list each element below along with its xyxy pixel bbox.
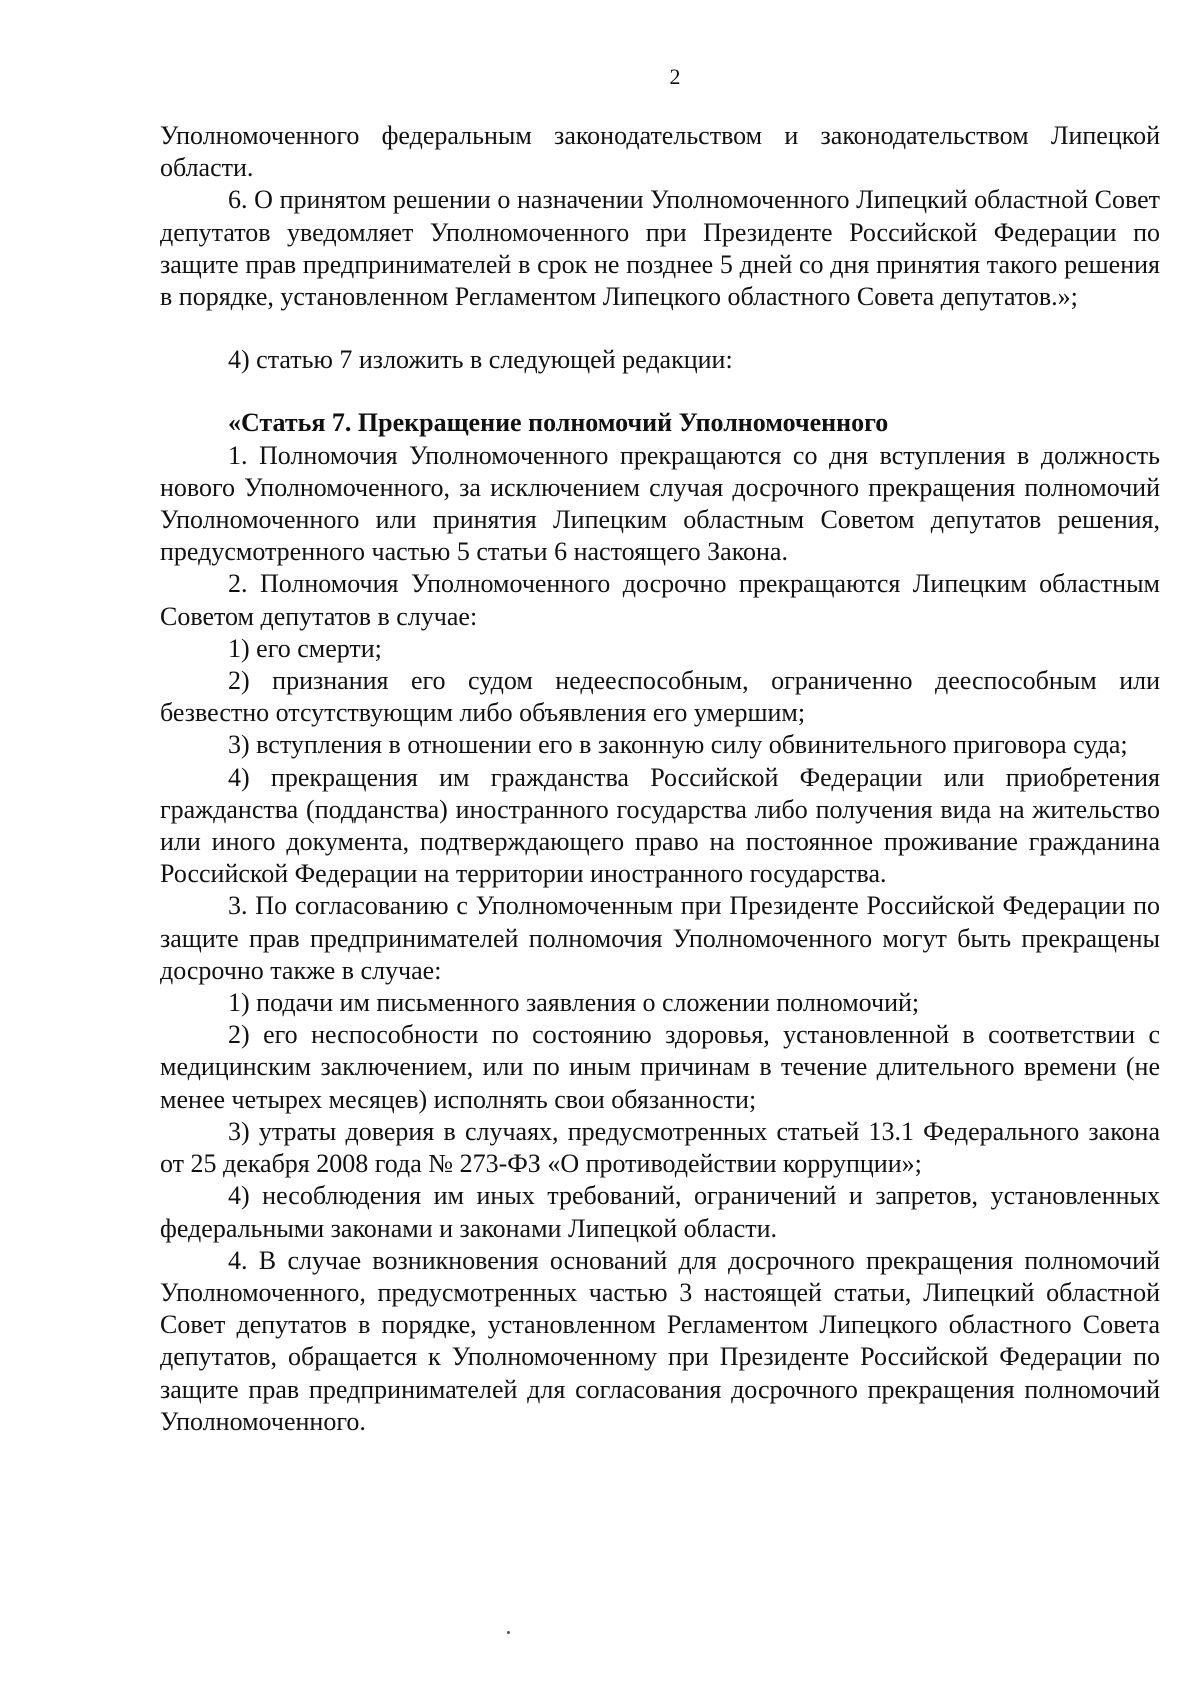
page-number: 2: [669, 64, 681, 89]
amendment-intro: 4) статью 7 изложить в следующей редакции:: [228, 345, 733, 375]
article-paragraph: 2) его неспособности по состоянию здоровья, установленной в соответствии с медицинским заключением, или по иным причинам в течение длительного времени (не менее четырех месяцев) исполнять свои обязанности;: [160, 1020, 1160, 1114]
article-heading: «Статья 7. Прекращение полномочий Уполномоченного: [228, 408, 889, 438]
article-paragraph: 2) признания его судом недееспособным, ограниченно дееспособным или безвестно отсутствующим либо объявления его умершим;: [160, 666, 1160, 728]
article-paragraph: 1) подачи им письменного заявления о сложении полномочий;: [228, 988, 920, 1018]
article-paragraph: 1) его смерти;: [228, 633, 382, 663]
paragraph-item-6: 6. О принятом решении о назначении Уполномоченного Липецкий областной Совет депутатов уведомляет Уполномоченного при Президенте Российской Федерации по защите прав предпринимателей в срок не позднее 5 дней со дня принятия такого решения в порядке, установленном Регламентом Липецкого областного Совета депутатов.»;: [160, 185, 1160, 312]
article-paragraph: 4) прекращения им гражданства Российской Федерации или приобретения гражданства (подданства) иностранного государства либо получения вида на жительство или иного документа, подтверждающего право на постоянное проживание гражданина Российской Федерации на территории иностранного государства.: [160, 762, 1160, 889]
article-paragraph: 4) несоблюдения им иных требований, ограничений и запретов, установленных федеральными законами и законами Липецкой области.: [160, 1181, 1160, 1243]
paragraph-continuation: Уполномоченного федеральным законодательством и законодательством Липецкой области.: [160, 121, 1160, 183]
article-paragraph: 3. По согласованию с Уполномоченным при Президенте Российской Федерации по защите прав предпринимателей полномочия Уполномоченного могут быть прекращены досрочно также в случае:: [160, 891, 1160, 985]
spacer: [160, 376, 1160, 407]
spacer: [160, 313, 1160, 344]
article-paragraph: 1. Полномочия Уполномоченного прекращаются со дня вступления в должность нового Уполномоченного, за исключением случая досрочного прекращения полномочий Уполномоченного или принятия Липецким областным Советом депутатов решения, предусмотренного частью 5 статьи 6 настоящего Закона.: [160, 440, 1160, 567]
article-paragraph: 4. В случае возникновения оснований для досрочного прекращения полномочий Уполномоченного, предусмотренных частью 3 настоящей статьи, Липецкий областной Совет депутатов в порядке, установленном Регламентом Липецкого областного Совета депутатов, обращается к Уполномоченному при Президенте Российской Федерации по защите прав предпринимателей для согласования досрочного прекращения полномочий Уполномоченного.: [160, 1245, 1160, 1436]
document-page: [160, 64, 1160, 1438]
article-paragraph: 3) утраты доверия в случаях, предусмотренных статьей 13.1 Федерального закона от 25 декабря 2008 года № 273-ФЗ «О противодействии коррупции»;: [160, 1116, 1160, 1179]
article-paragraph: 3) вступления в отношении его в законную силу обвинительного приговора суда;: [228, 730, 1128, 760]
scan-speck: [507, 1631, 510, 1634]
article-paragraph: 2. Полномочия Уполномоченного досрочно прекращаются Липецким областным Советом депутатов в случае:: [160, 569, 1160, 631]
